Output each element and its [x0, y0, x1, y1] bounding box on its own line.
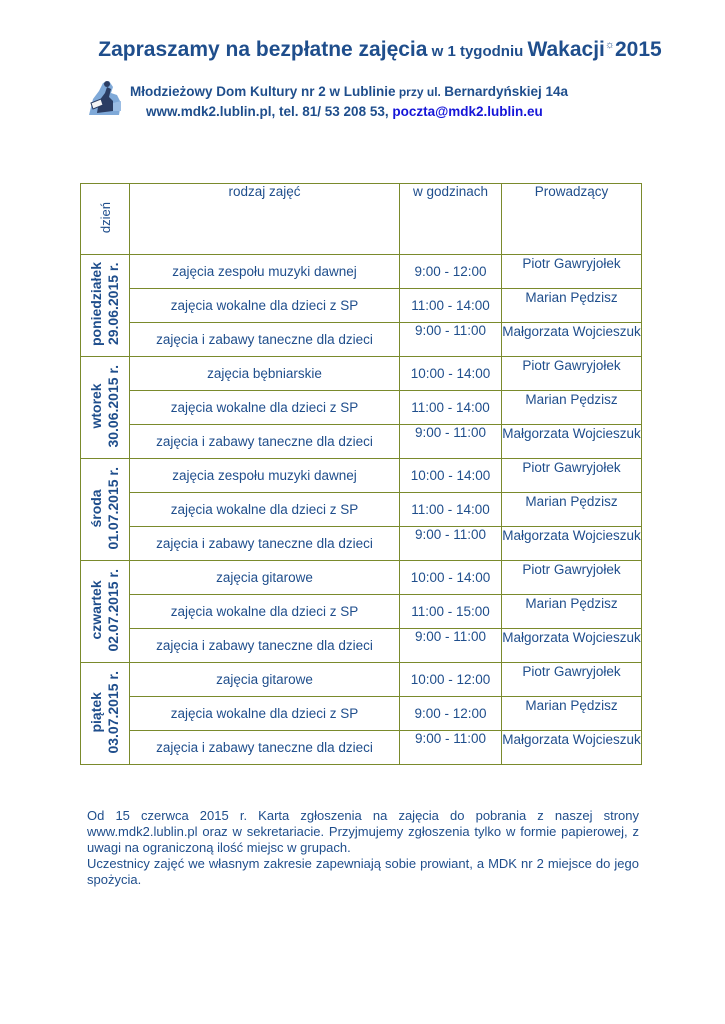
- title-main: Zapraszamy na bezpłatne zajęcia: [98, 38, 428, 61]
- hours-cell: 11:00 - 14:00: [400, 493, 502, 527]
- activity-cell: zajęcia wokalne dla dzieci z SP: [130, 697, 400, 731]
- activity-cell: zajęcia gitarowe: [130, 663, 400, 697]
- activity-cell: zajęcia wokalne dla dzieci z SP: [130, 595, 400, 629]
- page-title: [60, 38, 700, 62]
- day-name: wtorek: [88, 383, 104, 429]
- hours-cell: 9:00 - 11:00: [400, 731, 502, 765]
- instructor-cell: Małgorzata Wojcieszuk: [502, 731, 642, 765]
- activity-cell: zajęcia bębniarskie: [130, 357, 400, 391]
- table-row: [81, 255, 642, 289]
- instructor-cell: Małgorzata Wojcieszuk: [502, 527, 642, 561]
- hours-cell: 9:00 - 11:00: [400, 425, 502, 459]
- org-street: Bernardyńskiej 14a: [444, 84, 569, 99]
- mdk-logo-icon: [83, 77, 125, 117]
- instructor-cell: Piotr Gawryjołek: [502, 459, 642, 493]
- day-label: [81, 459, 130, 561]
- activity-cell: zajęcia zespołu muzyki dawnej: [130, 459, 400, 493]
- table-row: [81, 425, 642, 459]
- activity-cell: zajęcia i zabawy taneczne dla dzieci: [130, 629, 400, 663]
- table-row: [81, 357, 642, 391]
- instructor-cell: Małgorzata Wojcieszuk: [502, 629, 642, 663]
- table-row: [81, 493, 642, 527]
- hours-cell: 9:00 - 11:00: [400, 527, 502, 561]
- day-name: poniedziałek: [88, 261, 104, 347]
- day-label: [81, 561, 130, 663]
- day-name: środa: [88, 488, 104, 528]
- org-name: Młodzieżowy Dom Kultury nr 2 w Lublinie: [130, 84, 396, 99]
- hours-cell: 9:00 - 11:00: [400, 629, 502, 663]
- activity-cell: zajęcia i zabawy taneczne dla dzieci: [130, 323, 400, 357]
- table-row: [81, 459, 642, 493]
- activity-cell: zajęcia i zabawy taneczne dla dzieci: [130, 731, 400, 765]
- activity-cell: zajęcia i zabawy taneczne dla dzieci: [130, 527, 400, 561]
- day-date: 29.06.2015 r.: [105, 262, 121, 346]
- schedule-table: [80, 183, 642, 765]
- hours-cell: 9:00 - 11:00: [400, 323, 502, 357]
- hours-cell: 9:00 - 12:00: [400, 697, 502, 731]
- hours-cell: 10:00 - 12:00: [400, 663, 502, 697]
- instructor-cell: Marian Pędzisz: [502, 391, 642, 425]
- hours-cell: 10:00 - 14:00: [400, 459, 502, 493]
- instructor-cell: Marian Pędzisz: [502, 289, 642, 323]
- day-name: piątek: [88, 691, 104, 733]
- hours-cell: 11:00 - 15:00: [400, 595, 502, 629]
- header-instructor: Prowadzący: [502, 184, 642, 255]
- instructor-cell: Piotr Gawryjołek: [502, 255, 642, 289]
- day-label: [81, 663, 130, 765]
- day-name: czwartek: [88, 580, 104, 640]
- instructor-cell: Marian Pędzisz: [502, 697, 642, 731]
- org-email-link[interactable]: poczta@mdk2.lublin.eu: [392, 104, 543, 119]
- day-label: [81, 357, 130, 459]
- table-header-row: [81, 184, 642, 255]
- title-year: 2015: [614, 38, 662, 61]
- instructor-cell: Marian Pędzisz: [502, 595, 642, 629]
- instructor-cell: Małgorzata Wojcieszuk: [502, 425, 642, 459]
- org-contact: www.mdk2.lublin.pl, tel. 81/ 53 208 53,: [146, 104, 393, 119]
- header-hours: w godzinach: [400, 184, 502, 255]
- footer-paragraph-registration: Od 15 czerwca 2015 r. Karta zgłoszenia na zajęcia do pobrania z naszej strony www.mdk2.lublin.pl oraz w sekretariacie. Przyjmujemy zgłoszenia tylko w formie papierowej, z uwagi na ograniczoną ilość miejsc w grupach.: [87, 808, 639, 855]
- table-row: [81, 561, 642, 595]
- day-date: 02.07.2015 r.: [105, 568, 121, 652]
- day-date: 03.07.2015 r.: [105, 670, 121, 754]
- instructor-cell: Piotr Gawryjołek: [502, 357, 642, 391]
- activity-cell: zajęcia wokalne dla dzieci z SP: [130, 289, 400, 323]
- footer-paragraph-food: Uczestnicy zajęć we własnym zakresie zapewniają sobie prowiant, a MDK nr 2 miejsce do jego spożycia.: [87, 856, 639, 887]
- hours-cell: 11:00 - 14:00: [400, 289, 502, 323]
- activity-cell: zajęcia i zabawy taneczne dla dzieci: [130, 425, 400, 459]
- instructor-cell: Marian Pędzisz: [502, 493, 642, 527]
- day-label: [81, 255, 130, 357]
- header-day: dzień: [81, 184, 130, 255]
- activity-cell: zajęcia wokalne dla dzieci z SP: [130, 391, 400, 425]
- title-week: w 1 tygodniu: [427, 43, 528, 60]
- sun-icon: ☼: [604, 39, 615, 51]
- instructor-cell: Małgorzata Wojcieszuk: [502, 323, 642, 357]
- day-date: 01.07.2015 r.: [105, 466, 121, 550]
- day-date: 30.06.2015 r.: [105, 364, 121, 448]
- title-holiday: Wakacji: [527, 38, 605, 61]
- footer-notes: [87, 808, 639, 888]
- activity-cell: zajęcia gitarowe: [130, 561, 400, 595]
- table-row: [81, 595, 642, 629]
- hours-cell: 10:00 - 14:00: [400, 357, 502, 391]
- instructor-cell: Piotr Gawryjołek: [502, 663, 642, 697]
- table-row: [81, 697, 642, 731]
- table-row: [81, 731, 642, 765]
- instructor-cell: Piotr Gawryjołek: [502, 561, 642, 595]
- org-info: [130, 82, 568, 121]
- activity-cell: zajęcia wokalne dla dzieci z SP: [130, 493, 400, 527]
- activity-cell: zajęcia zespołu muzyki dawnej: [130, 255, 400, 289]
- table-row: [81, 391, 642, 425]
- table-row: [81, 323, 642, 357]
- hours-cell: 10:00 - 14:00: [400, 561, 502, 595]
- org-at: przy ul.: [395, 85, 445, 99]
- header-activity: rodzaj zajęć: [130, 184, 400, 255]
- table-row: [81, 289, 642, 323]
- hours-cell: 9:00 - 12:00: [400, 255, 502, 289]
- table-row: [81, 527, 642, 561]
- hours-cell: 11:00 - 14:00: [400, 391, 502, 425]
- table-row: [81, 663, 642, 697]
- table-row: [81, 629, 642, 663]
